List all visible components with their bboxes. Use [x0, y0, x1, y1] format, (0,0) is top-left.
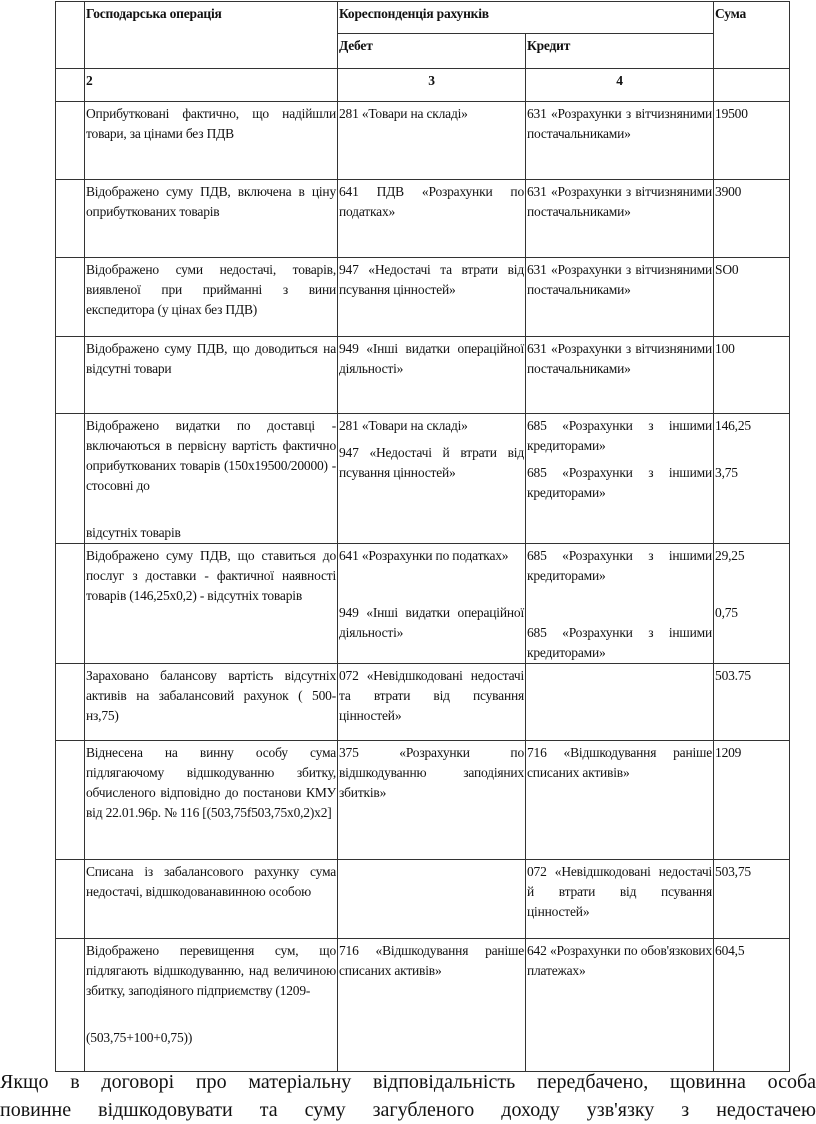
- sum-entry: SO0: [715, 262, 739, 277]
- credit-cell: [526, 258, 714, 337]
- credit-cell: [526, 860, 714, 939]
- credit-entry: 642 «Розрахунки по обов'язкових платежах»: [527, 943, 713, 978]
- sum-entry: 3,75: [715, 465, 738, 480]
- credit-entry: 716 «Відшкодування раніше списаних активів»: [527, 745, 713, 780]
- debit-cell: [338, 258, 526, 337]
- column-number-3: 3: [338, 69, 526, 102]
- operation-text: Списана із забалансового рахунку сума недостачі, відшкодованавинною особою: [86, 864, 336, 899]
- operation-cell: [85, 860, 338, 939]
- sum-entry: 0,75: [715, 605, 738, 620]
- sum-entry: 503.75: [715, 668, 751, 683]
- sum-cell: [714, 939, 790, 1072]
- blank-cell: [56, 2, 85, 69]
- table-row: [56, 180, 790, 258]
- debit-cell: [338, 741, 526, 860]
- credit-entry: 072 «Невідшкодовані недостачі й втрати від псування цінностей»: [527, 864, 713, 919]
- debit-entry: 949 «Інші видатки операційної діяльності»: [339, 341, 524, 376]
- operation-text-tail: відсутніх товарів: [86, 525, 181, 540]
- operation-cell: [85, 102, 338, 180]
- credit-entry: 631 «Розрахунки з вітчизняними постачальниками»: [527, 184, 713, 219]
- sum-cell: [714, 741, 790, 860]
- blank-cell: [56, 860, 85, 939]
- credit-entry: 685 «Розрахунки з іншими кредиторами»: [527, 418, 713, 453]
- sum-cell: [714, 860, 790, 939]
- debit-entry: 949 «Інші видатки операційної діяльності»: [339, 605, 524, 640]
- header-credit: Кредит: [526, 34, 714, 69]
- credit-cell: [526, 414, 714, 544]
- operation-cell: [85, 741, 338, 860]
- credit-cell: [526, 664, 714, 741]
- sum-cell: [714, 258, 790, 337]
- header-correspondence: Кореспонденція рахунків: [338, 2, 714, 34]
- operation-text: Оприбутковані фактично, що надійшли товари, за цінами без ПДВ: [86, 106, 336, 141]
- debit-cell: [338, 414, 526, 544]
- table-row: [56, 544, 790, 664]
- debit-entry: 281 «Товари на складі»: [339, 418, 468, 433]
- blank-cell: [56, 258, 85, 337]
- credit-entry: 631 «Розрахунки з вітчизняними постачальниками»: [527, 106, 713, 141]
- sum-cell: [714, 337, 790, 414]
- table-row: [56, 258, 790, 337]
- credit-entry: 685 «Розрахунки з іншими кредиторами»: [527, 465, 713, 500]
- table-row: [56, 337, 790, 414]
- credit-entry: 685 «Розрахунки з іншими кредиторами»: [527, 548, 713, 583]
- credit-cell: [526, 741, 714, 860]
- debit-entry: 947 «Недостачі та втрати від псування цінностей»: [339, 262, 524, 297]
- operation-text: Відображено суму ПДВ, включена в ціну оприбуткованих товарів: [86, 184, 336, 219]
- table-row: [56, 102, 790, 180]
- blank-cell: [56, 180, 85, 258]
- blank-cell: [714, 69, 790, 102]
- debit-cell: [338, 664, 526, 741]
- blank-cell: [56, 337, 85, 414]
- debit-entry: 281 «Товари на складі»: [339, 106, 468, 121]
- operation-cell: [85, 180, 338, 258]
- sum-entry: 1209: [715, 745, 742, 760]
- debit-entry: 641 ПДВ «Розрахунки по податках»: [339, 184, 524, 219]
- credit-cell: [526, 180, 714, 258]
- column-number-4: 4: [526, 69, 714, 102]
- header-debit: Дебет: [338, 34, 526, 69]
- credit-entry: 631 «Розрахунки з вітчизняними постачальниками»: [527, 341, 713, 376]
- table-row: [56, 664, 790, 741]
- debit-cell: [338, 860, 526, 939]
- sum-entry: 19500: [715, 106, 748, 121]
- sum-cell: [714, 664, 790, 741]
- sum-cell: [714, 544, 790, 664]
- sum-cell: [714, 180, 790, 258]
- operation-text-tail: (503,75+100+0,75)): [86, 1030, 193, 1045]
- credit-cell: [526, 939, 714, 1072]
- operation-cell: [85, 544, 338, 664]
- debit-cell: [338, 337, 526, 414]
- blank-cell: [56, 102, 85, 180]
- credit-cell: [526, 337, 714, 414]
- sum-entry: 3900: [715, 184, 742, 199]
- credit-entry: 631 «Розрахунки з вітчизняними постачальниками»: [527, 262, 713, 297]
- sum-entry: 146,25: [715, 418, 751, 433]
- operation-text: Відображено перевищення сум, що підлягають відшкодуванню, над величиною збитку, заподіяного підприємству (1209-: [86, 943, 336, 998]
- debit-entry: 947 «Недостачі й втрати від псування цінностей»: [339, 445, 524, 480]
- blank-cell: [56, 414, 85, 544]
- paragraph-line-1: Якщо в договорі про матеріальну відповідальність передбачено, щовинна особа: [0, 1071, 816, 1093]
- operation-cell: [85, 258, 338, 337]
- paragraph-line-2: повинне відшкодовувати та суму загубленого доходу узв'язку з недостачею: [0, 1099, 816, 1121]
- blank-cell: [56, 664, 85, 741]
- operation-text: Віднесена на винну особу сума підлягаючому відшкодуванню збитку, обчисленого відповідно до постанови КМУ від 22.01.96р. № 116 [(503,75f503,75x0,2)x2]: [86, 745, 336, 820]
- credit-cell: [526, 544, 714, 664]
- debit-entry: 641 «Розрахунки по податках»: [339, 548, 509, 563]
- blank-cell: [56, 939, 85, 1072]
- operation-text: Відображено суму ПДВ, що ставиться до послуг з доставки - фактичної наявності товарів (146,25x0,2) - відсутніх товарів: [86, 548, 336, 603]
- header-sum: Сума: [714, 2, 790, 69]
- operation-cell: [85, 939, 338, 1072]
- operation-cell: [85, 414, 338, 544]
- accounting-entries-table: [55, 1, 790, 1072]
- sum-entry: 29,25: [715, 548, 745, 563]
- table-row: [56, 741, 790, 860]
- table-row: [56, 939, 790, 1072]
- sum-cell: [714, 102, 790, 180]
- credit-entry: 685 «Розрахунки з іншими кредиторами»: [527, 625, 713, 660]
- header-operation: Господарська операція: [85, 2, 338, 69]
- operation-text: Відображено суму ПДВ, що доводиться на відсутні товари: [86, 341, 336, 376]
- operation-text: Відображено видатки по доставці - включаються в первісну вартість фактично оприбуткованих товарів (150x19500/20000) - стосовні до: [86, 418, 336, 493]
- table-row: [56, 860, 790, 939]
- operation-text: Відображено суми недостачі, товарів, виявленої при прийманні з вини експедитора (у цінах без ПДВ): [86, 262, 336, 317]
- sum-cell: [714, 414, 790, 544]
- column-number-2: 2: [85, 69, 338, 102]
- debit-cell: [338, 180, 526, 258]
- operation-cell: [85, 337, 338, 414]
- debit-entry: 716 «Відшкодування раніше списаних активів»: [339, 943, 524, 978]
- credit-cell: [526, 102, 714, 180]
- blank-cell: [56, 544, 85, 664]
- sum-entry: 100: [715, 341, 735, 356]
- debit-entry: 072 «Невідшкодовані недостачі та втрати від псування цінностей»: [339, 668, 524, 723]
- debit-entry: 375 «Розрахунки по відшкодуванню заподіяних збитків»: [339, 745, 524, 800]
- blank-cell: [56, 69, 85, 102]
- sum-entry: 604,5: [715, 943, 745, 958]
- operation-cell: [85, 664, 338, 741]
- debit-cell: [338, 544, 526, 664]
- table-row: [56, 414, 790, 544]
- operation-text: Зараховано балансову вартість відсутніх активів на забалансовий рахунок ( 500-нз,75): [86, 668, 336, 723]
- sum-entry: 503,75: [715, 864, 751, 879]
- debit-cell: [338, 102, 526, 180]
- blank-cell: [56, 741, 85, 860]
- debit-cell: [338, 939, 526, 1072]
